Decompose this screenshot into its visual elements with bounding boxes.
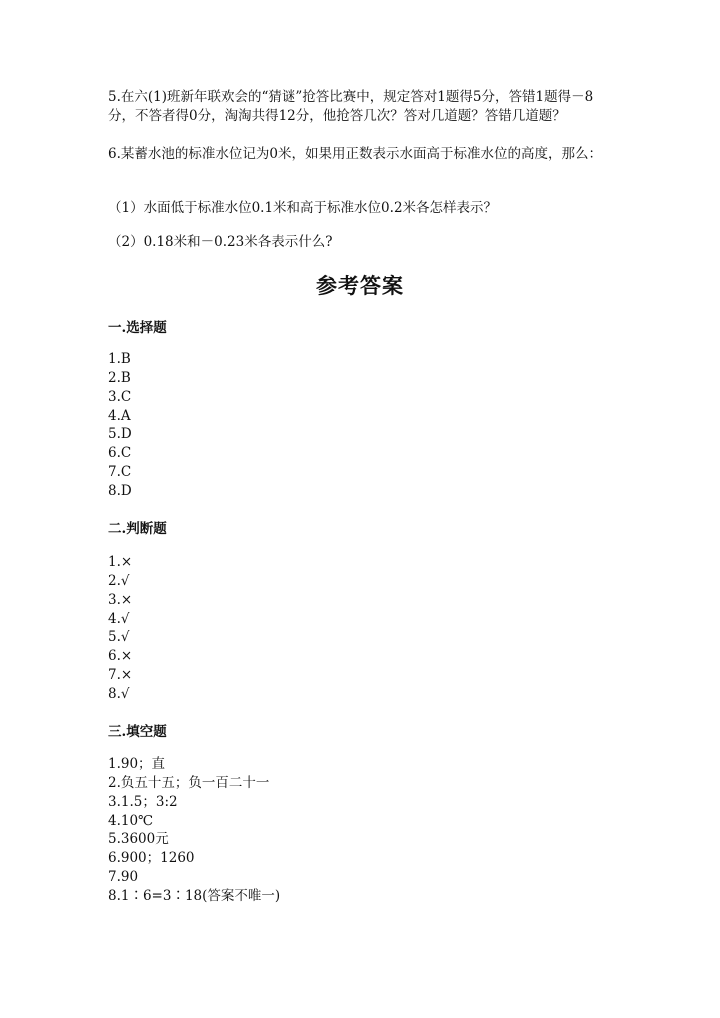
section-heading-choice: 一.选择题 xyxy=(108,320,167,336)
list-item: 6.× xyxy=(108,648,133,665)
list-item: 4.10℃ xyxy=(108,812,154,829)
fill-blank-answer-list xyxy=(108,755,280,906)
list-item: 5.3600元 xyxy=(108,831,169,848)
list-item: 1.× xyxy=(108,554,133,570)
list-item: 5.√ xyxy=(108,629,130,646)
section-heading-judgment: 二.判断题 xyxy=(108,521,167,537)
list-item: 8.√ xyxy=(108,685,130,702)
list-item: 3.1.5；3:2 xyxy=(108,793,178,810)
list-item: 2.负五十五；负一百二十一 xyxy=(108,774,270,791)
list-item: 8.1∶6=3∶18(答案不唯一) xyxy=(108,887,281,904)
list-item: 4.√ xyxy=(108,610,130,627)
list-item: 7.90 xyxy=(108,869,139,886)
list-item: 3.× xyxy=(108,591,133,608)
list-item: 6.900；1260 xyxy=(108,850,195,867)
list-item: 6.C xyxy=(108,445,132,462)
list-item: 7.C xyxy=(108,464,132,481)
question-5: 5.在六(1)班新年联欢会的“猜谜”抢答比赛中，规定答对1题得5分，答错1题得－8分，不答者得0分，淘淘共得12分，他抢答几次？答对几道题？答错几道题？ xyxy=(108,89,594,124)
list-item: 8.D xyxy=(108,482,132,499)
list-item: 7.× xyxy=(108,667,133,684)
question-6-part-1: （1）水面低于标准水位0.1米和高于标准水位0.2米各怎样表示？ xyxy=(108,200,498,216)
list-item: 1.B xyxy=(108,351,131,367)
list-item: 1.90；直 xyxy=(108,756,166,772)
section-heading-fill-blank: 三.填空题 xyxy=(108,724,167,740)
list-item: 2.B xyxy=(108,369,131,386)
question-6-part-2: （2）0.18米和－0.23米各表示什么? xyxy=(108,234,333,250)
list-item: 5.D xyxy=(108,426,132,443)
judgment-answer-list xyxy=(108,553,132,704)
choice-answer-list xyxy=(108,350,132,501)
list-item: 4.A xyxy=(108,407,131,424)
list-item: 3.C xyxy=(108,388,132,405)
answer-title: 参考答案 xyxy=(316,273,404,298)
question-6: 6.某蓄水池的标准水位记为0米，如果用正数表示水面高于标准水位的高度，那么： xyxy=(108,146,602,162)
list-item: 2.√ xyxy=(108,572,130,589)
